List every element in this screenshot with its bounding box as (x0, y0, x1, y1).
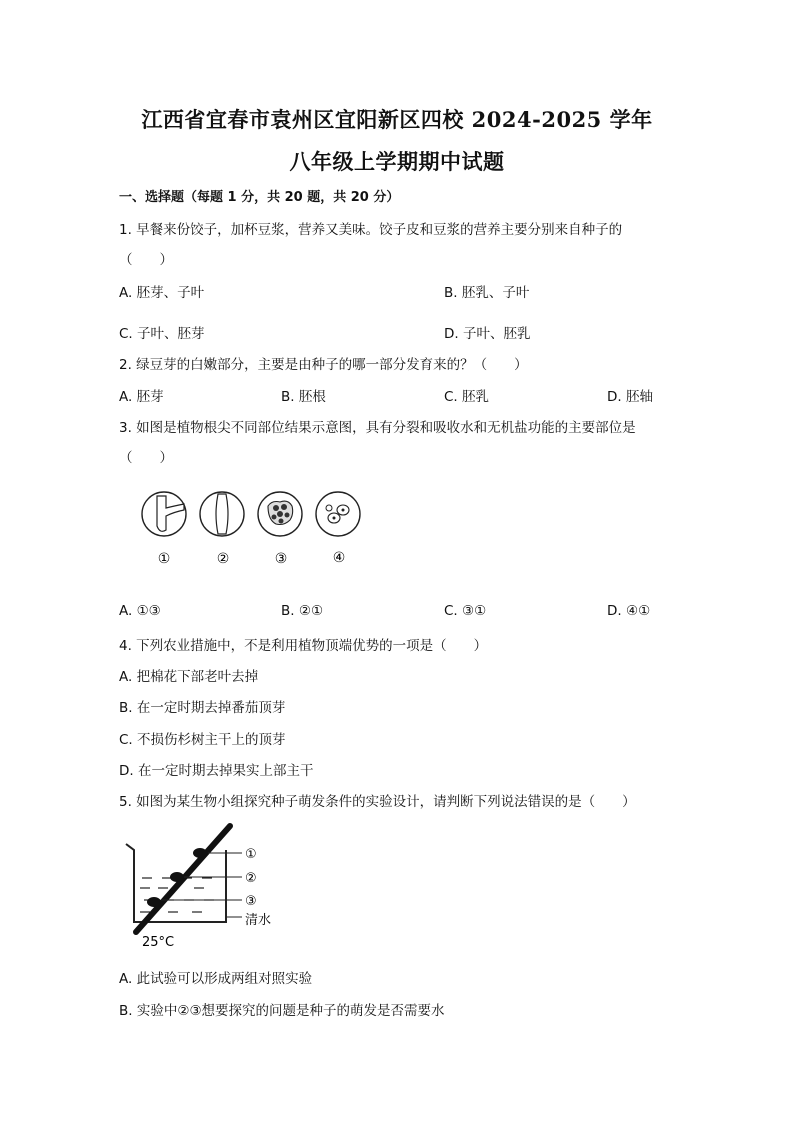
exam-subtitle: 八年级上学期期中试题 (289, 149, 505, 174)
question-4-option-b: B. 在一定时期去掉番茄顶芽 (119, 700, 286, 716)
temperature-label: 25°C (142, 935, 175, 950)
question-3-bracket: （ ） (119, 450, 173, 466)
seed-1-icon (193, 848, 207, 858)
question-4-stem: 4. 下列农业措施中，不是利用植物顶端优势的一项是（ ） (119, 638, 488, 654)
question-3-option-d: D. ④① (607, 603, 651, 619)
question-1-bracket: （ ） (119, 252, 173, 268)
seed-germination-figure (118, 822, 298, 952)
question-2-option-b: B. 胚根 (281, 389, 326, 405)
question-2-option-a: A. 胚芽 (119, 389, 164, 405)
seed-2-icon (170, 872, 184, 882)
question-1-stem: 1. 早餐来份饺子，加杯豆浆，营养又美味。饺子皮和豆浆的营养主要分别来自种子的 (119, 222, 623, 238)
question-3-option-b: B. ②① (281, 603, 324, 619)
question-3-stem: 3. 如图是植物根尖不同部位结果示意图，具有分裂和吸收水和无机盐功能的主要部位是 (119, 420, 636, 436)
question-4-option-d: D. 在一定时期去掉果实上部主干 (119, 763, 314, 779)
question-2-stem: 2. 绿豆芽的白嫩部分，主要是由种子的哪一部分发育来的？（ ） (119, 357, 528, 373)
question-5-stem: 5. 如图为某生物小组探究种子萌发条件的实验设计，请判断下列说法错误的是（ ） (119, 794, 636, 810)
seed-label-2: ② (245, 871, 257, 886)
root-cell-1-icon (142, 492, 186, 536)
question-1-option-d: D. 子叶、胚乳 (444, 326, 531, 342)
question-2-option-d: D. 胚轴 (607, 389, 653, 405)
root-label-1: ① (157, 551, 171, 567)
question-1-option-a: A. 胚芽、子叶 (119, 285, 205, 301)
exam-title: 江西省宜春市袁州区宜阳新区四校 2024-2025 学年 (141, 107, 653, 132)
seed-label-3: ③ (245, 894, 257, 909)
root-tip-figure (130, 486, 370, 576)
section-heading: 一、选择题（每题 1 分，共 20 题，共 20 分） (119, 190, 400, 205)
question-3-option-a: A. ①③ (119, 603, 161, 619)
question-4-option-a: A. 把棉花下部老叶去掉 (119, 669, 259, 685)
seed-label-1: ① (245, 847, 257, 862)
question-1-option-b: B. 胚乳、子叶 (444, 285, 530, 301)
question-2-option-c: C. 胚乳 (444, 389, 490, 405)
question-1-option-c: C. 子叶、胚芽 (119, 326, 205, 342)
water-label: 清水 (245, 913, 272, 928)
question-4-option-c: C. 不损伤杉树主干上的顶芽 (119, 732, 286, 748)
question-3-option-c: C. ③① (444, 603, 487, 619)
root-cell-2-icon (200, 492, 244, 536)
root-cell-4-icon (316, 492, 360, 536)
question-5-option-b: B. 实验中②③想要探究的问题是种子的萌发是否需要水 (119, 1003, 445, 1019)
root-cell-3-icon (258, 492, 302, 536)
root-label-2: ② (216, 551, 230, 567)
root-label-4: ④ (332, 550, 346, 566)
question-5-option-a: A. 此试验可以形成两组对照实验 (119, 971, 313, 987)
root-label-3: ③ (274, 551, 288, 567)
seed-3-icon (147, 897, 161, 907)
